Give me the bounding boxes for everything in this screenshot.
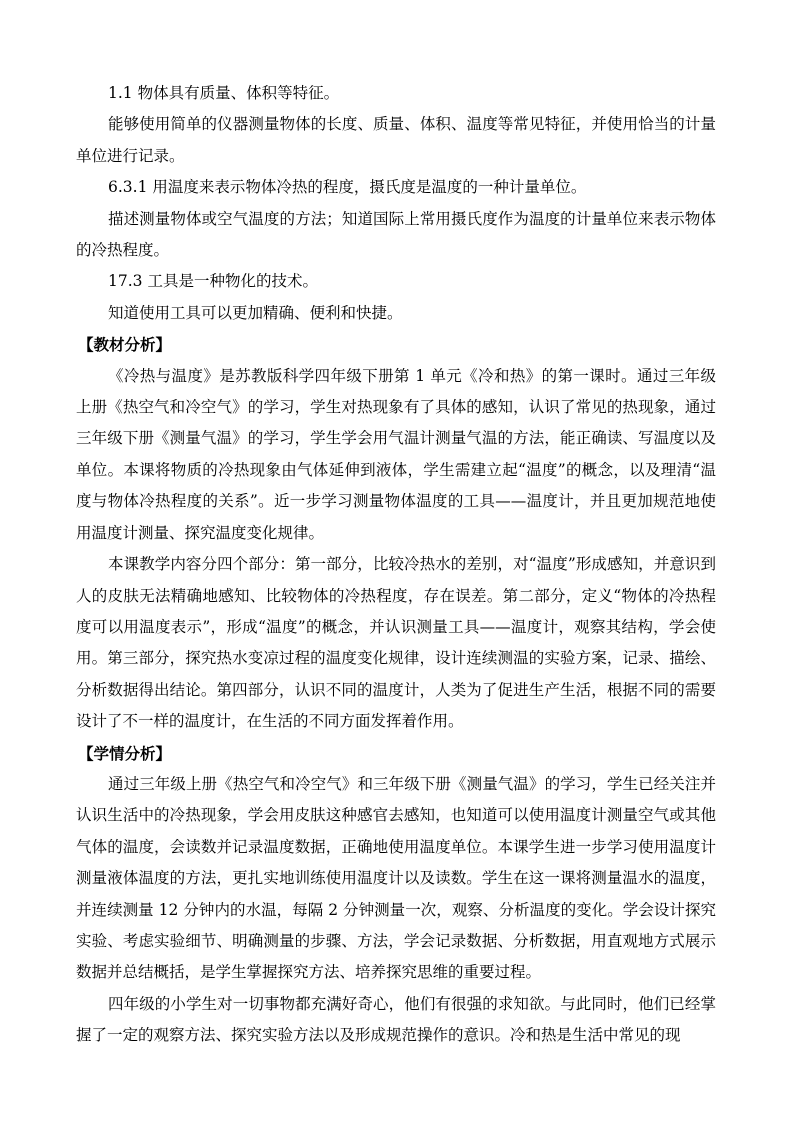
standard-3-description: 知道使用工具可以更加精确、便利和快捷。 xyxy=(108,303,403,322)
student-analysis-heading: 【学情分析】 xyxy=(78,743,172,763)
textbook-analysis-paragraph-2: 本课教学内容分四个部分：第一部分，比较冷热水的差别，对“温度”形成感知，并意识到人的皮肤无法精确地感知、比较物体的冷热程度，存在误差。第二部分，定义“物体的冷热程度可以用温度表示”，形成“温度”的概念，并认识测量工具——温度计，观察其结构，学会使用。第三部分，探究热水变凉过程的温度变化规律，设计连续测温的实验方案，记录、描绘、分析数据得出结论。第四部分，认识不同的温度计，人类为了促进生产生活，根据不同的需要设计了不一样的温度计，在生活的不同方面发挥着作用。 xyxy=(76,555,716,731)
document-page xyxy=(76,78,716,1052)
standard-2-title: 6.3.1 用温度来表示物体冷热的程度，摄氏度是温度的一种计量单位。 xyxy=(108,178,587,197)
textbook-analysis-heading: 【教材分析】 xyxy=(78,335,172,355)
standard-2-description: 描述测量物体或空气温度的方法；知道国际上常用摄氏度作为温度的计量单位来表示物体的冷热程度。 xyxy=(76,209,716,260)
standard-1-title: 1.1 物体具有质量、体积等特征。 xyxy=(108,84,340,102)
textbook-analysis-paragraph-1: 《冷热与温度》是苏教版科学四年级下册第 1 单元《冷和热》的第一课时。通过三年级上册《热空气和冷空气》的学习，学生对热现象有了具体的感知，认识了常见的热现象，通过三年级下册《测量气温》的学习，学生学会用气温计测量气温的方法，能正确读、写温度以及单位。本课将物质的冷热现象由气体延伸到液体，学生需建立起“温度”的概念，以及理清“温度与物体冷热程度的关系”。近一步学习测量物体温度的工具——温度计，并且更加规范地使用温度计测量、探究温度变化规律。 xyxy=(76,366,716,542)
student-analysis-paragraph-1: 通过三年级上册《热空气和冷空气》和三年级下册《测量气温》的学习，学生已经关注并认识生活中的冷热现象，学会用皮肤这种感官去感知，也知道可以使用温度计测量空气或其他气体的温度，会读数并记录温度数据，正确地使用温度单位。本课学生进一步学习使用温度计测量液体温度的方法，更扎实地训练使用温度计以及读数。学生在这一课将测量温水的温度，并连续测量 12 分钟内的水温，每隔 2 分钟测量一次，观察、分析温度的变化。学会设计探究实验、考虑实验细节、明确测量的步骤、方法，学会记录数据、分析数据，用直观地方式展示数据并总结概括，是学生掌握探究方法、培养探究思维的重要过程。 xyxy=(76,774,716,982)
student-analysis-paragraph-2: 四年级的小学生对一切事物都充满好奇心，他们有很强的求知欲。与此同时，他们已经掌握了一定的观察方法、探究实验方法以及形成规范操作的意识。冷和热是生活中常见的现 xyxy=(76,994,716,1045)
standard-3-title: 17.3 工具是一种物化的技术。 xyxy=(108,272,318,291)
standard-1-description: 能够使用简单的仪器测量物体的长度、质量、体积、温度等常见特征，并使用恰当的计量单位进行记录。 xyxy=(76,115,716,165)
